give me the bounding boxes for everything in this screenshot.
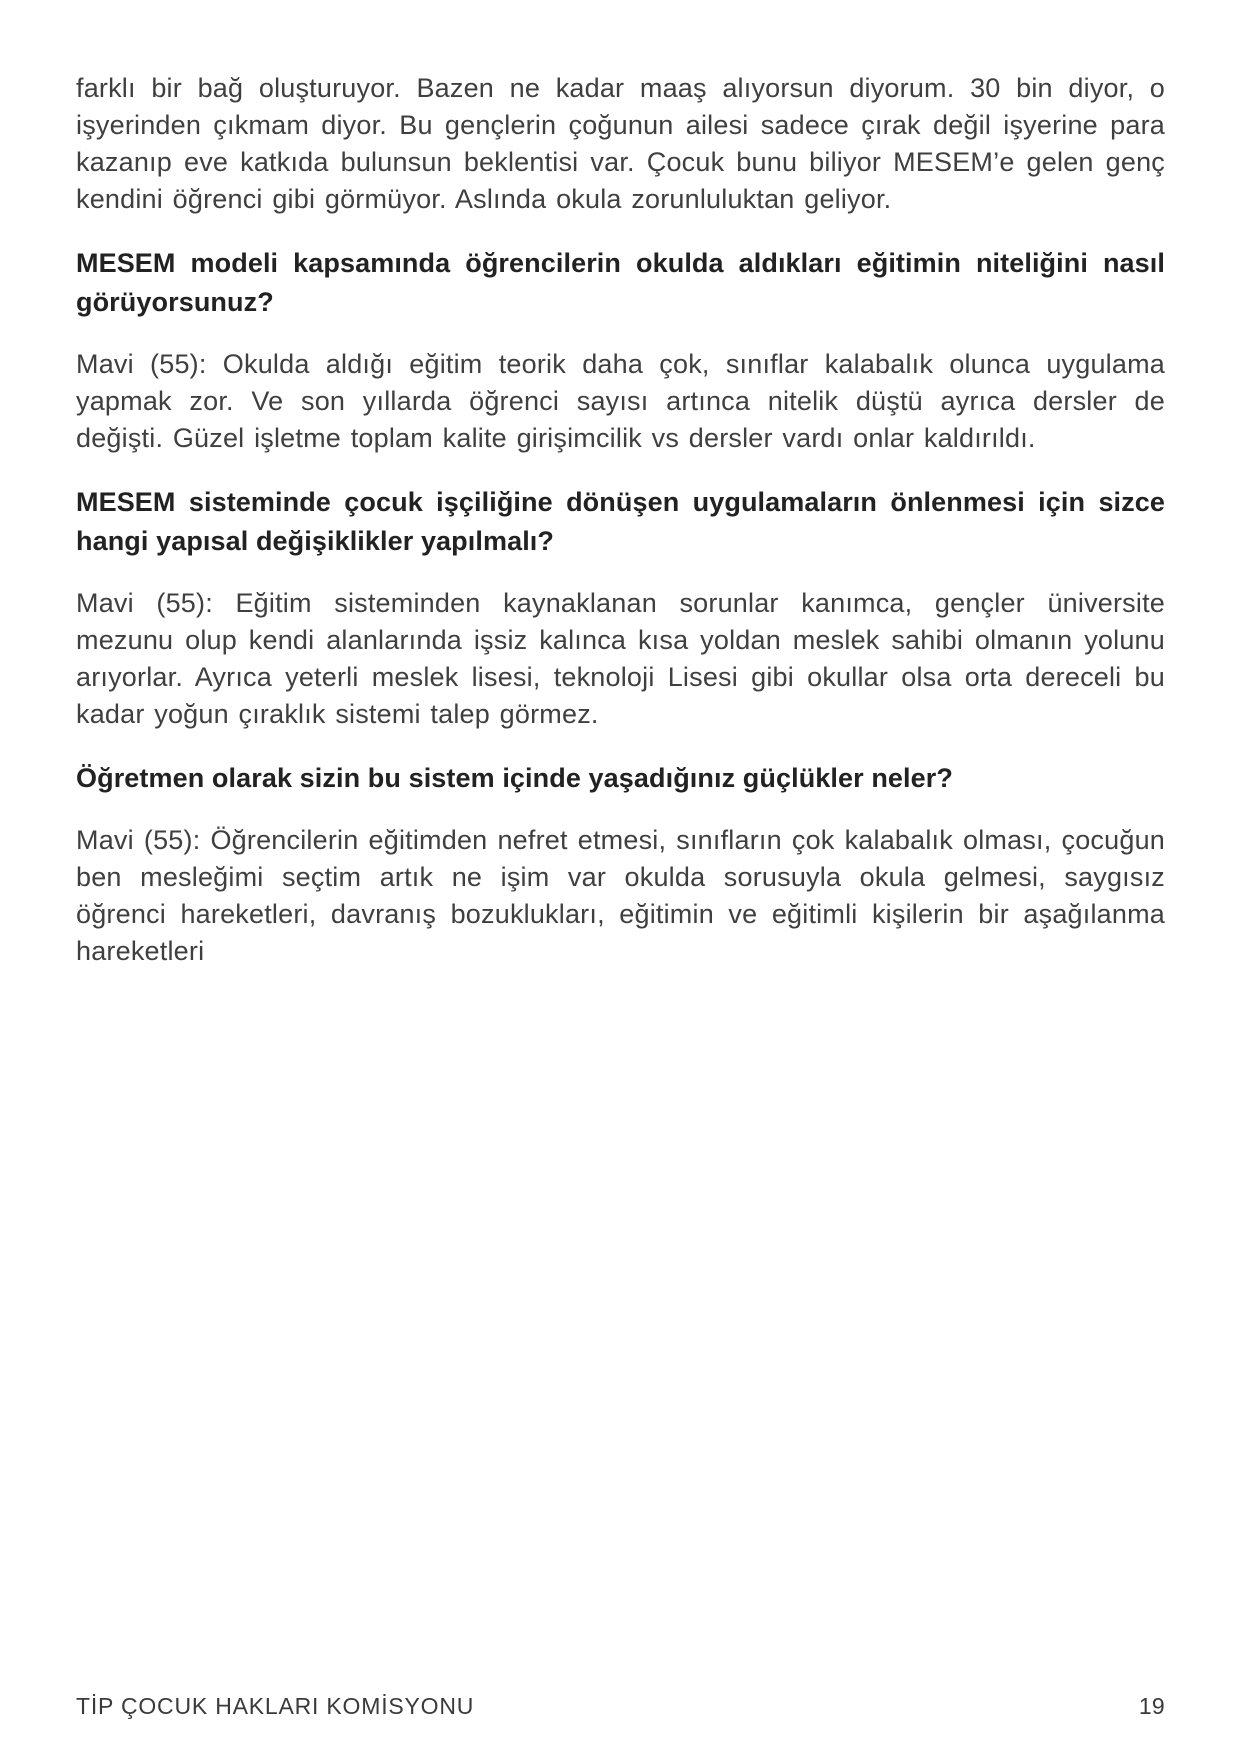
paragraph-continuation: farklı bir bağ oluşturuyor. Bazen ne kadar maaş alıyorsun diyorum. 30 bin diyor, o işyerinden çıkmam diyor. Bu gençlerin çoğunun ailesi sadece çırak değil işyerine para kazanıp eve katkıda bulunsun beklentisi var. Çocuk bunu biliyor MESEM’e gelen genç kendini öğrenci gibi görmüyor. Aslında okula zorunluluktan geliyor.: [76, 73, 1165, 214]
interview-question-2: MESEM sisteminde çocuk işçiliğine dönüşen uygulamaların önlenmesi için sizce hangi yapısal değişiklikler yapılmalı?: [76, 487, 1165, 556]
footer-page-number: 19: [1138, 1693, 1165, 1719]
page-footer: [76, 1693, 1165, 1720]
interview-question-1: MESEM modeli kapsamında öğrencilerin okulda aldıkları eğitimin niteliğini nasıl görüyorsunuz?: [76, 248, 1165, 317]
interview-question-3: Öğretmen olarak sizin bu sistem içinde yaşadığınız güçlükler neler?: [76, 763, 953, 793]
interview-answer-3: Mavi (55): Öğrencilerin eğitimden nefret etmesi, sınıfların çok kalabalık olması, çocuğun ben mesleğimi seçtim artık ne işim var okulda sorusuyla okula gelmesi, saygısız öğrenci hareketleri, davranış bozuklukları, eğitimin ve eğitimli kişilerin bir aşağılanma hareketleri: [76, 825, 1165, 966]
page-content: [76, 70, 1165, 996]
footer-organization-name: TİP ÇOCUK HAKLARI KOMİSYONU: [76, 1693, 475, 1719]
interview-answer-1: Mavi (55): Okulda aldığı eğitim teorik daha çok, sınıflar kalabalık olunca uygulama yapmak zor. Ve son yıllarda öğrenci sayısı artınca nitelik düştü ayrıca dersler de değişti. Güzel işletme toplam kalite girişimcilik vs dersler vardı onlar kaldırıldı.: [76, 349, 1165, 453]
interview-answer-2: Mavi (55): Eğitim sisteminden kaynaklanan sorunlar kanımca, gençler üniversite mezunu olup kendi alanlarında işsiz kalınca kısa yoldan meslek sahibi olmanın yolunu arıyorlar. Ayrıca yeterli meslek lisesi, teknoloji Lisesi gibi okullar olsa orta dereceli bu kadar yoğun çıraklık sistemi talep görmez.: [76, 588, 1165, 729]
